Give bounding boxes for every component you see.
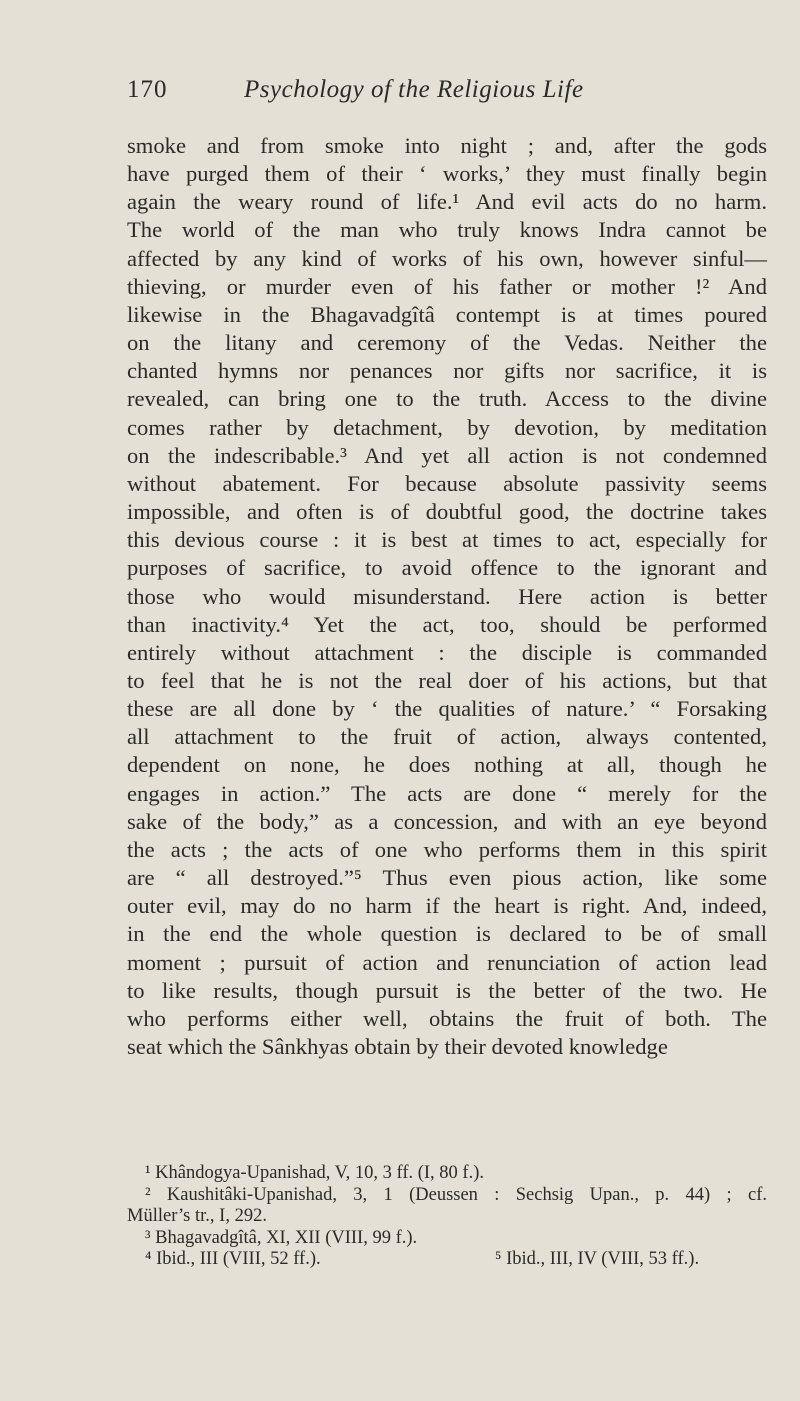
page-number: 170 [127, 76, 168, 103]
text-line: The world of the man who truly knows Indra cannot be [127, 217, 767, 243]
text-line: without abatement. For because absolute passivity seems [127, 470, 767, 496]
footnotes [127, 1163, 767, 1271]
running-head [127, 76, 767, 116]
text-line: moment ; pursuit of action and renunciation of action lead [127, 949, 767, 975]
text-line: seat which the Sânkhyas obtain by their devoted knowledge [127, 1034, 668, 1059]
text-line: all attachment to the fruit of action, always contented, [127, 724, 767, 750]
body-text [127, 132, 767, 1061]
text-line: engages in action.” The acts are done “ merely for the [127, 780, 767, 806]
text-line: those who would misunderstand. Here action is better [127, 583, 767, 609]
text-line: who performs either well, obtains the fruit of both. The [127, 1005, 767, 1031]
text-line: in the end the whole question is declared to be of small [127, 921, 767, 947]
text-line: thieving, or murder even of his father or mother !² And [127, 273, 767, 299]
text-line: outer evil, may do no harm if the heart is right. And, indeed, [127, 893, 767, 919]
text-line: on the indescribable.³ And yet all action is not condemned [127, 442, 767, 468]
text-line: are “ all destroyed.”⁵ Thus even pious action, like some [127, 865, 767, 891]
footnote-2: ² Kaushitâki-Upanishad, 3, 1 (Deussen : Sechsig Upan., p. 44) ; cf. [145, 1184, 767, 1205]
running-title: Psychology of the Religious Life [244, 76, 584, 103]
text-line: chanted hymns nor penances nor gifts nor sacrifice, it is [127, 358, 767, 384]
text-line: affected by any kind of works of his own, however sinful— [127, 245, 767, 271]
text-line: sake of the body,” as a concession, and with an eye beyond [127, 808, 767, 834]
text-line: impossible, and often is of doubtful good, the doctrine takes [127, 499, 767, 525]
footnote-2-continuation: Müller’s tr., I, 292. [127, 1206, 267, 1226]
text-line: on the litany and ceremony of the Vedas. Neither the [127, 330, 767, 356]
footnote-4: ⁴ Ibid., III (VIII, 52 ff.). [145, 1249, 321, 1269]
footnote-3: ³ Bhagavadgîtâ, XI, XII (VIII, 99 f.). [145, 1227, 418, 1248]
text-line: comes rather by detachment, by devotion, by meditation [127, 414, 767, 440]
text-line: dependent on none, he does nothing at all, though he [127, 752, 767, 778]
text-line: smoke and from smoke into night ; and, after the gods [127, 133, 767, 158]
text-line: the acts ; the acts of one who performs them in this spirit [127, 836, 767, 862]
text-line: again the weary round of life.¹ And evil acts do no harm. [127, 189, 767, 215]
text-line: to like results, though pursuit is the better of the two. He [127, 977, 767, 1003]
text-line: this devious course : it is best at times to act, especially for [127, 527, 767, 553]
footnote-1: ¹ Khândogya-Upanishad, V, 10, 3 ff. (I, 80 f.). [145, 1163, 485, 1183]
text-line: these are all done by ‘ the qualities of nature.’ “ Forsaking [127, 696, 767, 722]
text-line: likewise in the Bhagavadgîtâ contempt is at times poured [127, 301, 767, 327]
footnote-5: ⁵ Ibid., III, IV (VIII, 53 ff.). [495, 1249, 700, 1269]
text-line: entirely without attachment : the disciple is commanded [127, 639, 767, 665]
text-line: than inactivity.⁴ Yet the act, too, should be performed [127, 611, 767, 637]
text-line: revealed, can bring one to the truth. Access to the divine [127, 386, 767, 412]
text-line: to feel that he is not the real doer of his actions, but that [127, 667, 767, 693]
footnote-row [127, 1249, 767, 1271]
text-line: have purged them of their ‘ works,’ they must finally begin [127, 161, 767, 187]
text-line: purposes of sacrifice, to avoid offence to the ignorant and [127, 555, 767, 581]
